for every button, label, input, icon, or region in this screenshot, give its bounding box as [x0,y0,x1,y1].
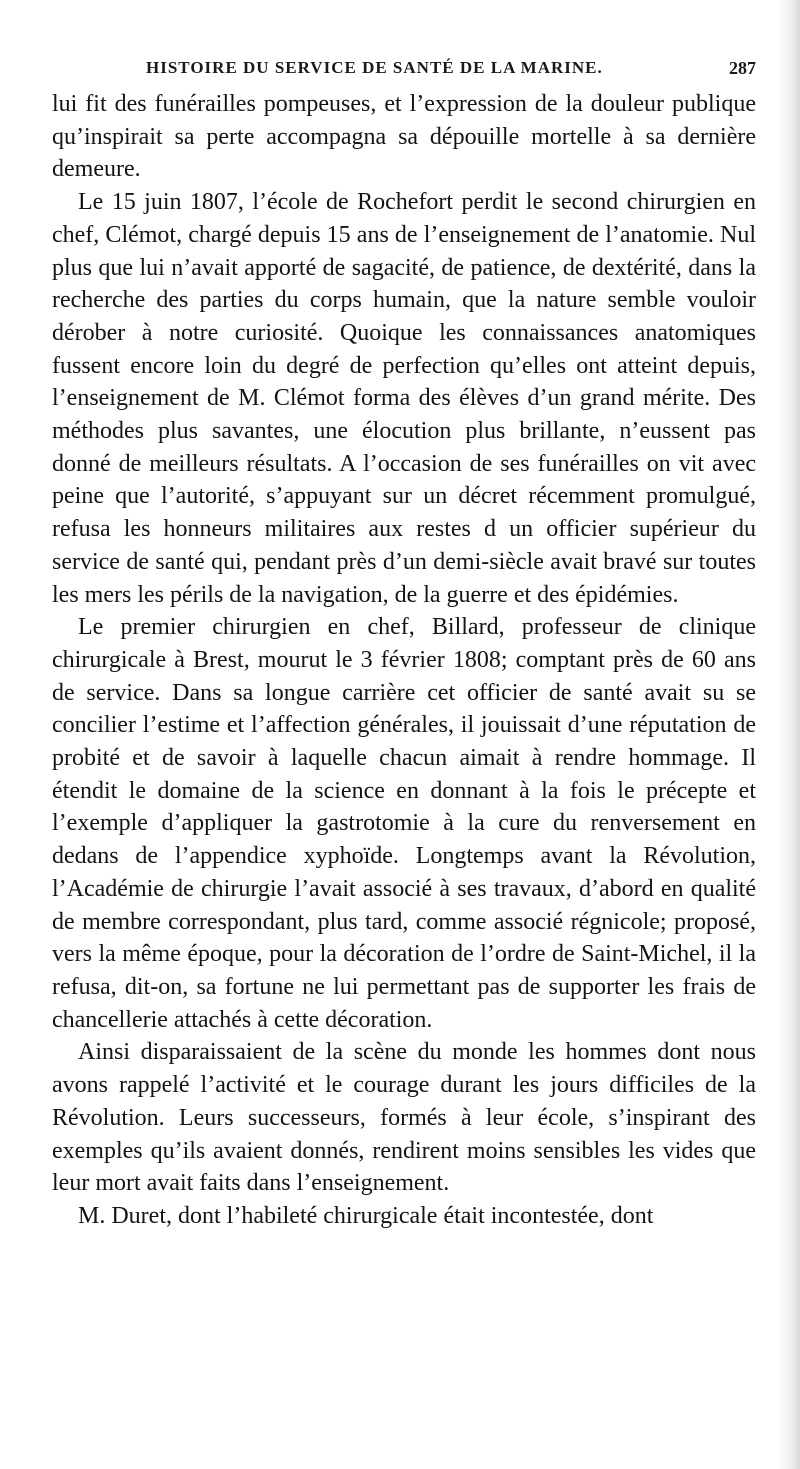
page-header [52,58,756,82]
paragraph-continuation: lui fit des funérailles pompeuses, et l’expression de la douleur publique qu’inspirait sa perte accompagna sa dépouille mortelle à sa dernière demeure. [52,91,756,183]
body-text [52,88,756,1233]
paragraph-clemot: Le 15 juin 1807, l’école de Rochefort perdit le second chirurgien en chef, Clémot, chargé depuis 15 ans de l’enseignement de l’anatomie. Nul plus que lui n’avait apporté de sagacité, de patience, de dextérité, dans la recherche des parties du corps humain, que la nature semble vouloir dérober à notre curiosité. Quoique les connaissances anatomiques fussent encore loin du degré de perfection qu’elles ont atteint depuis, l’enseignement de M. Clémot forma des élèves d’un grand mérite. Des méthodes plus savantes, une élocution plus brillante, n’eussent pas donné de meilleurs résultats. A l’occasion de ses funérailles on vit avec peine que l’autorité, s’appuyant sur un décret récemment promulgué, refusa les honneurs militaires aux restes d un officier supérieur du service de santé qui, pendant près d’un demi-siècle avait bravé sur toutes les mers les périls de la navigation, de la guerre et des épidémies. [52,189,756,608]
paragraph-successors: Ainsi disparaissaient de la scène du monde les hommes dont nous avons rappelé l’activité et le courage durant les jours difficiles de la Révolution. Leurs successeurs, formés à leur école, s’inspirant des exemples qu’ils avaient donnés, rendirent moins sensibles les vides que leur mort avait faits dans l’enseignement. [52,1039,756,1197]
running-title: HISTOIRE DU SERVICE DE SANTÉ DE LA MARINE. [146,58,603,77]
page-number: 287 [729,58,756,78]
paragraph-billard: Le premier chirurgien en chef, Billard, professeur de clinique chirurgicale à Brest, mourut le 3 février 1808; comptant près de 60 ans de service. Dans sa longue carrière cet officier de santé avait su se concilier l’estime et l’affection générales, il jouissait d’une réputation de probité et de savoir à laquelle chacun aimait à rendre hommage. Il étendit le domaine de la science en donnant à la fois le précepte et l’exemple d’appliquer la gastrotomie à la cure du renversement en dedans de l’appendice xyphoïde. Longtemps avant la Révolution, l’Académie de chirurgie l’avait associé à ses travaux, d’abord en qualité de membre correspondant, plus tard, comme associé régnicole; proposé, vers la même époque, pour la décoration de l’ordre de Saint-Michel, il la refusa, dit-on, sa fortune ne lui permettant pas de supporter les frais de chancellerie attachés à cette décoration. [52,614,756,1033]
paragraph-duret: M. Duret, dont l’habileté chirurgicale était incontestée, dont [78,1202,654,1229]
page-edge-shadow [778,0,800,1469]
